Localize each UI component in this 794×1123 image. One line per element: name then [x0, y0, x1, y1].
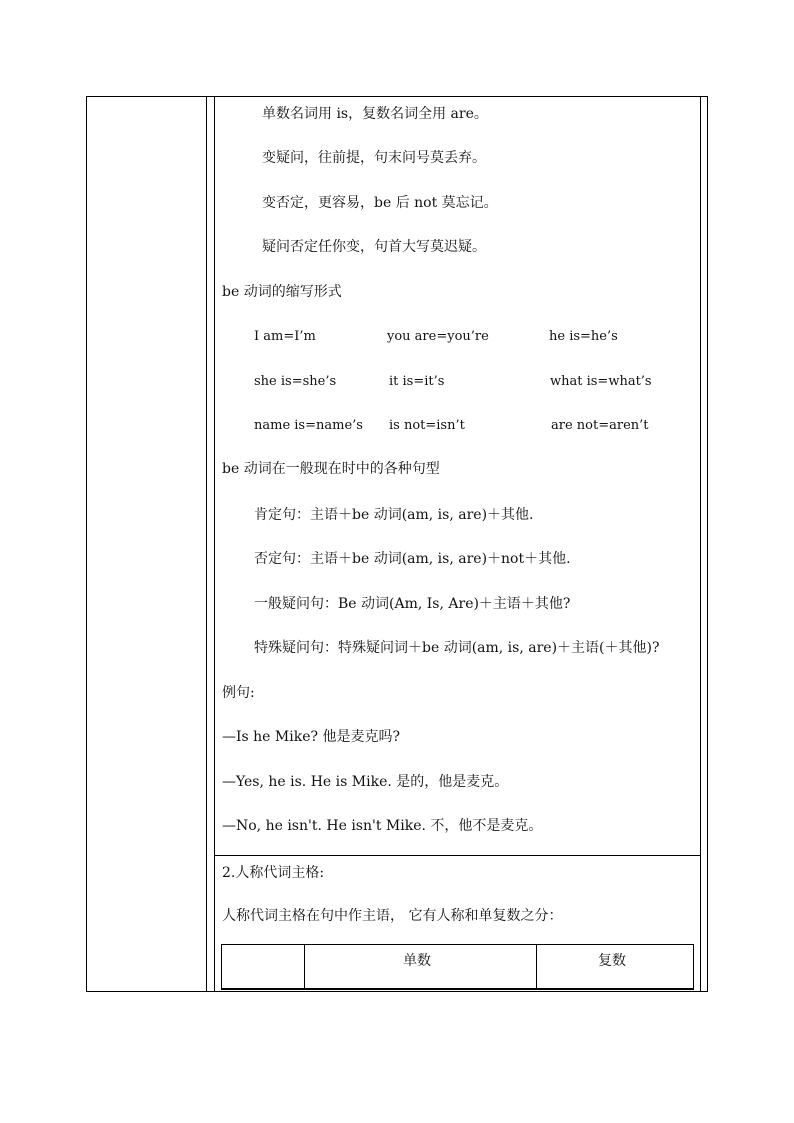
contraction-item: you are=you’re: [387, 329, 489, 344]
pronoun-table-col-divider: [536, 944, 537, 990]
example-no: —No, he isn't. He isn't Mike. 不，他不是麦克。: [222, 818, 543, 834]
column-divider-left-inner: [214, 96, 215, 992]
contraction-item: are not=aren’t: [551, 418, 649, 433]
contraction-item: I am=I’m: [254, 329, 316, 344]
pattern-general-question: 一般疑问句：Be 动词(Am, Is, Are)＋主语＋其他?: [254, 596, 571, 612]
contraction-item: name is=name’s: [254, 418, 363, 433]
table-header-plural: 复数: [598, 953, 626, 969]
example-question: —Is he Mike? 他是麦克吗?: [222, 729, 400, 745]
pattern-special-question: 特殊疑问句：特殊疑问词＋be 动词(am, is, are)＋主语(＋其他)?: [254, 640, 660, 656]
contraction-item: he is=he’s: [549, 329, 618, 344]
rhyme-line-2: 变疑问，往前提，句末问号莫丢弃。: [262, 150, 486, 166]
contraction-item: is not=isn’t: [389, 418, 465, 433]
table-frame: [86, 96, 708, 992]
section2-title: 2.人称代词主格:: [222, 865, 325, 881]
patterns-heading: be 动词在一般现在时中的各种句型: [222, 461, 440, 477]
contraction-item: it is=it’s: [389, 374, 445, 389]
pattern-negative: 否定句：主语＋be 动词(am, is, are)＋not＋其他.: [254, 551, 571, 567]
section-divider: [214, 855, 701, 856]
column-divider-right: [700, 96, 701, 992]
column-divider-left: [206, 96, 207, 992]
pronoun-table-bottom: [221, 988, 694, 989]
pronoun-table-col-divider: [304, 944, 305, 990]
contractions-heading: be 动词的缩写形式: [222, 284, 342, 300]
table-header-singular: 单数: [403, 953, 431, 969]
pattern-affirmative: 肯定句：主语＋be 动词(am, is, are)＋其他.: [254, 507, 534, 523]
rhyme-line-4: 疑问否定任你变，句首大写莫迟疑。: [262, 239, 486, 255]
examples-label: 例句:: [222, 685, 255, 701]
example-yes: —Yes, he is. He is Mike. 是的，他是麦克。: [222, 774, 509, 790]
rhyme-line-3: 变否定，更容易，be 后 not 莫忘记。: [262, 195, 498, 211]
section2-intro: 人称代词主格在句中作主语， 它有人称和单复数之分：: [222, 908, 563, 924]
contraction-item: she is=she’s: [254, 374, 337, 389]
contraction-item: what is=what’s: [550, 374, 652, 389]
rhyme-line-1: 单数名词用 is，复数名词全用 are。: [262, 106, 488, 122]
